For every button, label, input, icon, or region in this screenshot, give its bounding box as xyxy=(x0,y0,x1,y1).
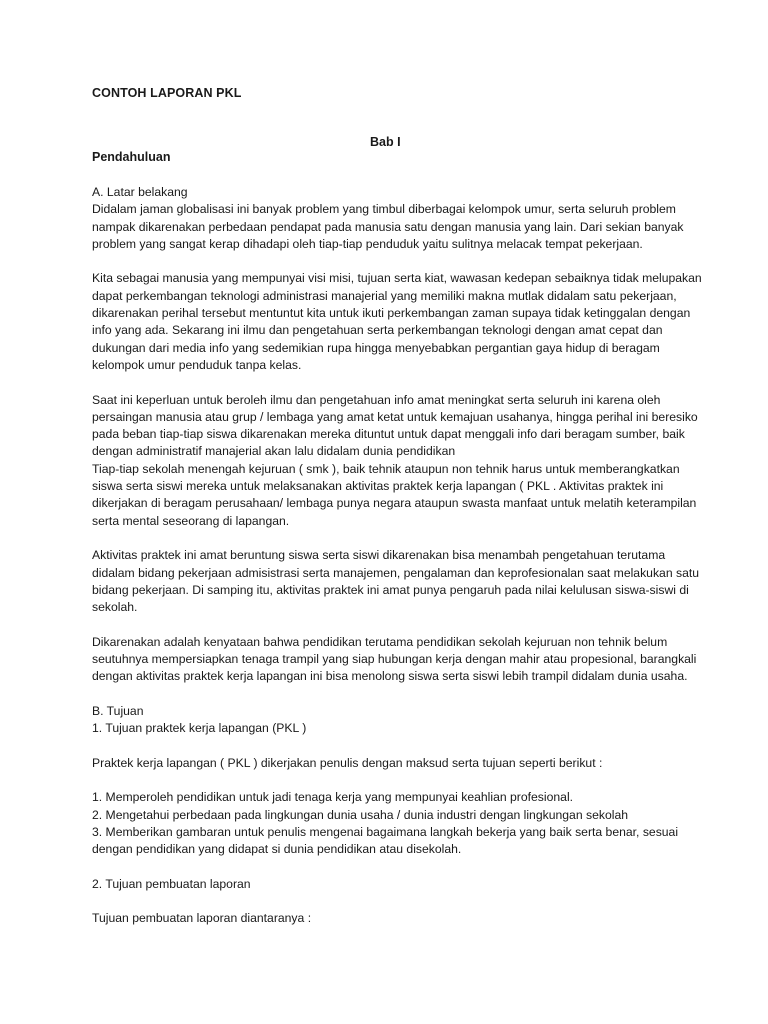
text-line: dukungan dari media info yang sedemikian rupa hingga menyebabkan pergantian gaya hidup di beragam xyxy=(92,340,660,355)
text-line: Dikarenakan adalah kenyataan bahwa pendidikan terutama pendidikan sekolah kejuruan non tehnik belum xyxy=(92,634,668,649)
text-line: dengan aktivitas praktek kerja lapangan ini bisa menolong siswa serta siswi lebih trampil didalam dunia usaha. xyxy=(92,669,688,684)
text-line: sekolah. xyxy=(92,600,138,615)
paragraph-gap xyxy=(92,738,682,755)
chapter-heading: Bab I xyxy=(370,135,401,149)
paragraph-gap xyxy=(92,772,682,789)
text-line: Kita sebagai manusia yang mempunyai visi misi, tujuan serta kiat, wawasan kedepan sebaiknya tidak melupakan xyxy=(92,271,702,286)
text-line: dikerjakan di beragam perusahaan/ lembaga punya negara ataupun swasta manfaat untuk melatih keterampilan xyxy=(92,496,697,511)
text-line: Praktek kerja lapangan ( PKL ) dikerjakan penulis dengan maksud serta tujuan seperti berikut : xyxy=(92,755,603,770)
text-line: 1. Tujuan praktek kerja lapangan (PKL ) xyxy=(92,721,307,736)
text-line: problem yang sangat kerap dihadapi oleh tiap-tiap penduduk yaitu sulitnya melacak tempat pekerjaan. xyxy=(92,236,643,251)
text-line: A. Latar belakang xyxy=(92,185,188,199)
text-line: dengan administratif manajerial akan lalu didalam dunia pendidikan xyxy=(92,444,456,459)
text-line: dikarenakan perihal tersebut mentuntut kita untuk ikuti perkembangan zaman supaya tidak ketinggalan dengan xyxy=(92,306,691,321)
paragraph-gap xyxy=(92,374,682,391)
text-line: didalam bidang pekerjaan admisistrasi serta manajemen, pengalaman dan keprofesionalan saat melakukan satu xyxy=(92,565,700,580)
text-line: seutuhnya mempersiapkan tenaga trampil yang siap hubungan kerja dengan mahir atau propesional, barangkali xyxy=(92,652,697,667)
text-line: bidang pekerjaan. Di samping itu, aktivitas praktek ini amat punya pengaruh pada nilai kelulusan siswa-siswi di xyxy=(92,582,689,597)
text-line: pada beban tiap-tiap siswa dikarenakan mereka dituntut untuk dapat menggali info dari beragam sumber, baik xyxy=(92,427,685,442)
paragraph-gap xyxy=(92,530,682,547)
paragraph-gap xyxy=(92,686,682,703)
text-line: dapat perkembangan teknologi administrasi manajerial yang memiliki makna mutlak didalam satu pekerjaan, xyxy=(92,288,677,303)
text-line: siswa serta siswi mereka untuk melaksanakan aktivitas praktek kerja lapangan ( PKL . Aktivitas praktek ini xyxy=(92,479,664,494)
text-line: kelompok umur penduduk tanpa kelas. xyxy=(92,357,302,372)
paragraph-gap xyxy=(92,859,682,876)
text-line: nampak dikarenakan perbedaan pendapat pada manusia satu dengan manusia yang lain. Dari sekian banyak xyxy=(92,219,684,234)
text-line: 3. Memberikan gambaran untuk penulis mengenai bagaimana langkah bekerja yang baik serta benar, sesuai xyxy=(92,824,679,839)
text-line: info yang ada. Sekarang ini ilmu dan pengetahuan serta perkembangan teknologi dengan amat cepat dan xyxy=(92,323,663,338)
paragraph-gap xyxy=(92,616,682,633)
text-line: Tujuan pembuatan laporan diantaranya : xyxy=(92,911,312,926)
text-line: serta mental seseorang di lapangan. xyxy=(92,513,290,528)
text-line: 2. Tujuan pembuatan laporan xyxy=(92,876,251,891)
text-line: dengan pendidikan yang didapat si dunia pendidikan atau disekolah. xyxy=(92,842,462,857)
document-body xyxy=(92,184,702,928)
text-line: 1. Memperoleh pendidikan untuk jadi tenaga kerja yang mempunyai keahlian profesional. xyxy=(92,790,574,805)
paragraph-gap xyxy=(92,893,682,910)
paragraph-gap xyxy=(92,253,682,270)
text-line: Didalam jaman globalisasi ini banyak problem yang timbul diberbagai kelompok umur, serta seluruh problem xyxy=(92,202,676,217)
text-line: Tiap-tiap sekolah menengah kejuruan ( smk ), baik tehnik ataupun non tehnik harus untuk memberangkatkan xyxy=(92,461,680,476)
document-title: CONTOH LAPORAN PKL xyxy=(92,86,242,100)
text-line: persaingan manusia atau grup / lembaga yang amat ketat untuk kemajuan usahanya, hingga perihal ini beresiko xyxy=(92,409,698,424)
text-line: Aktivitas praktek ini amat beruntung siswa serta siswi dikarenakan bisa menambah pengetahuan terutama xyxy=(92,548,666,563)
text-line: 2. Mengetahui perbedaan pada lingkungan dunia usaha / dunia industri dengan lingkungan sekolah xyxy=(92,807,628,822)
text-line: Saat ini keperluan untuk beroleh ilmu dan pengetahuan info amat meningkat serta seluruh ini karena oleh xyxy=(92,392,661,407)
text-line: B. Tujuan xyxy=(92,703,144,718)
chapter-title: Pendahuluan xyxy=(92,150,171,164)
